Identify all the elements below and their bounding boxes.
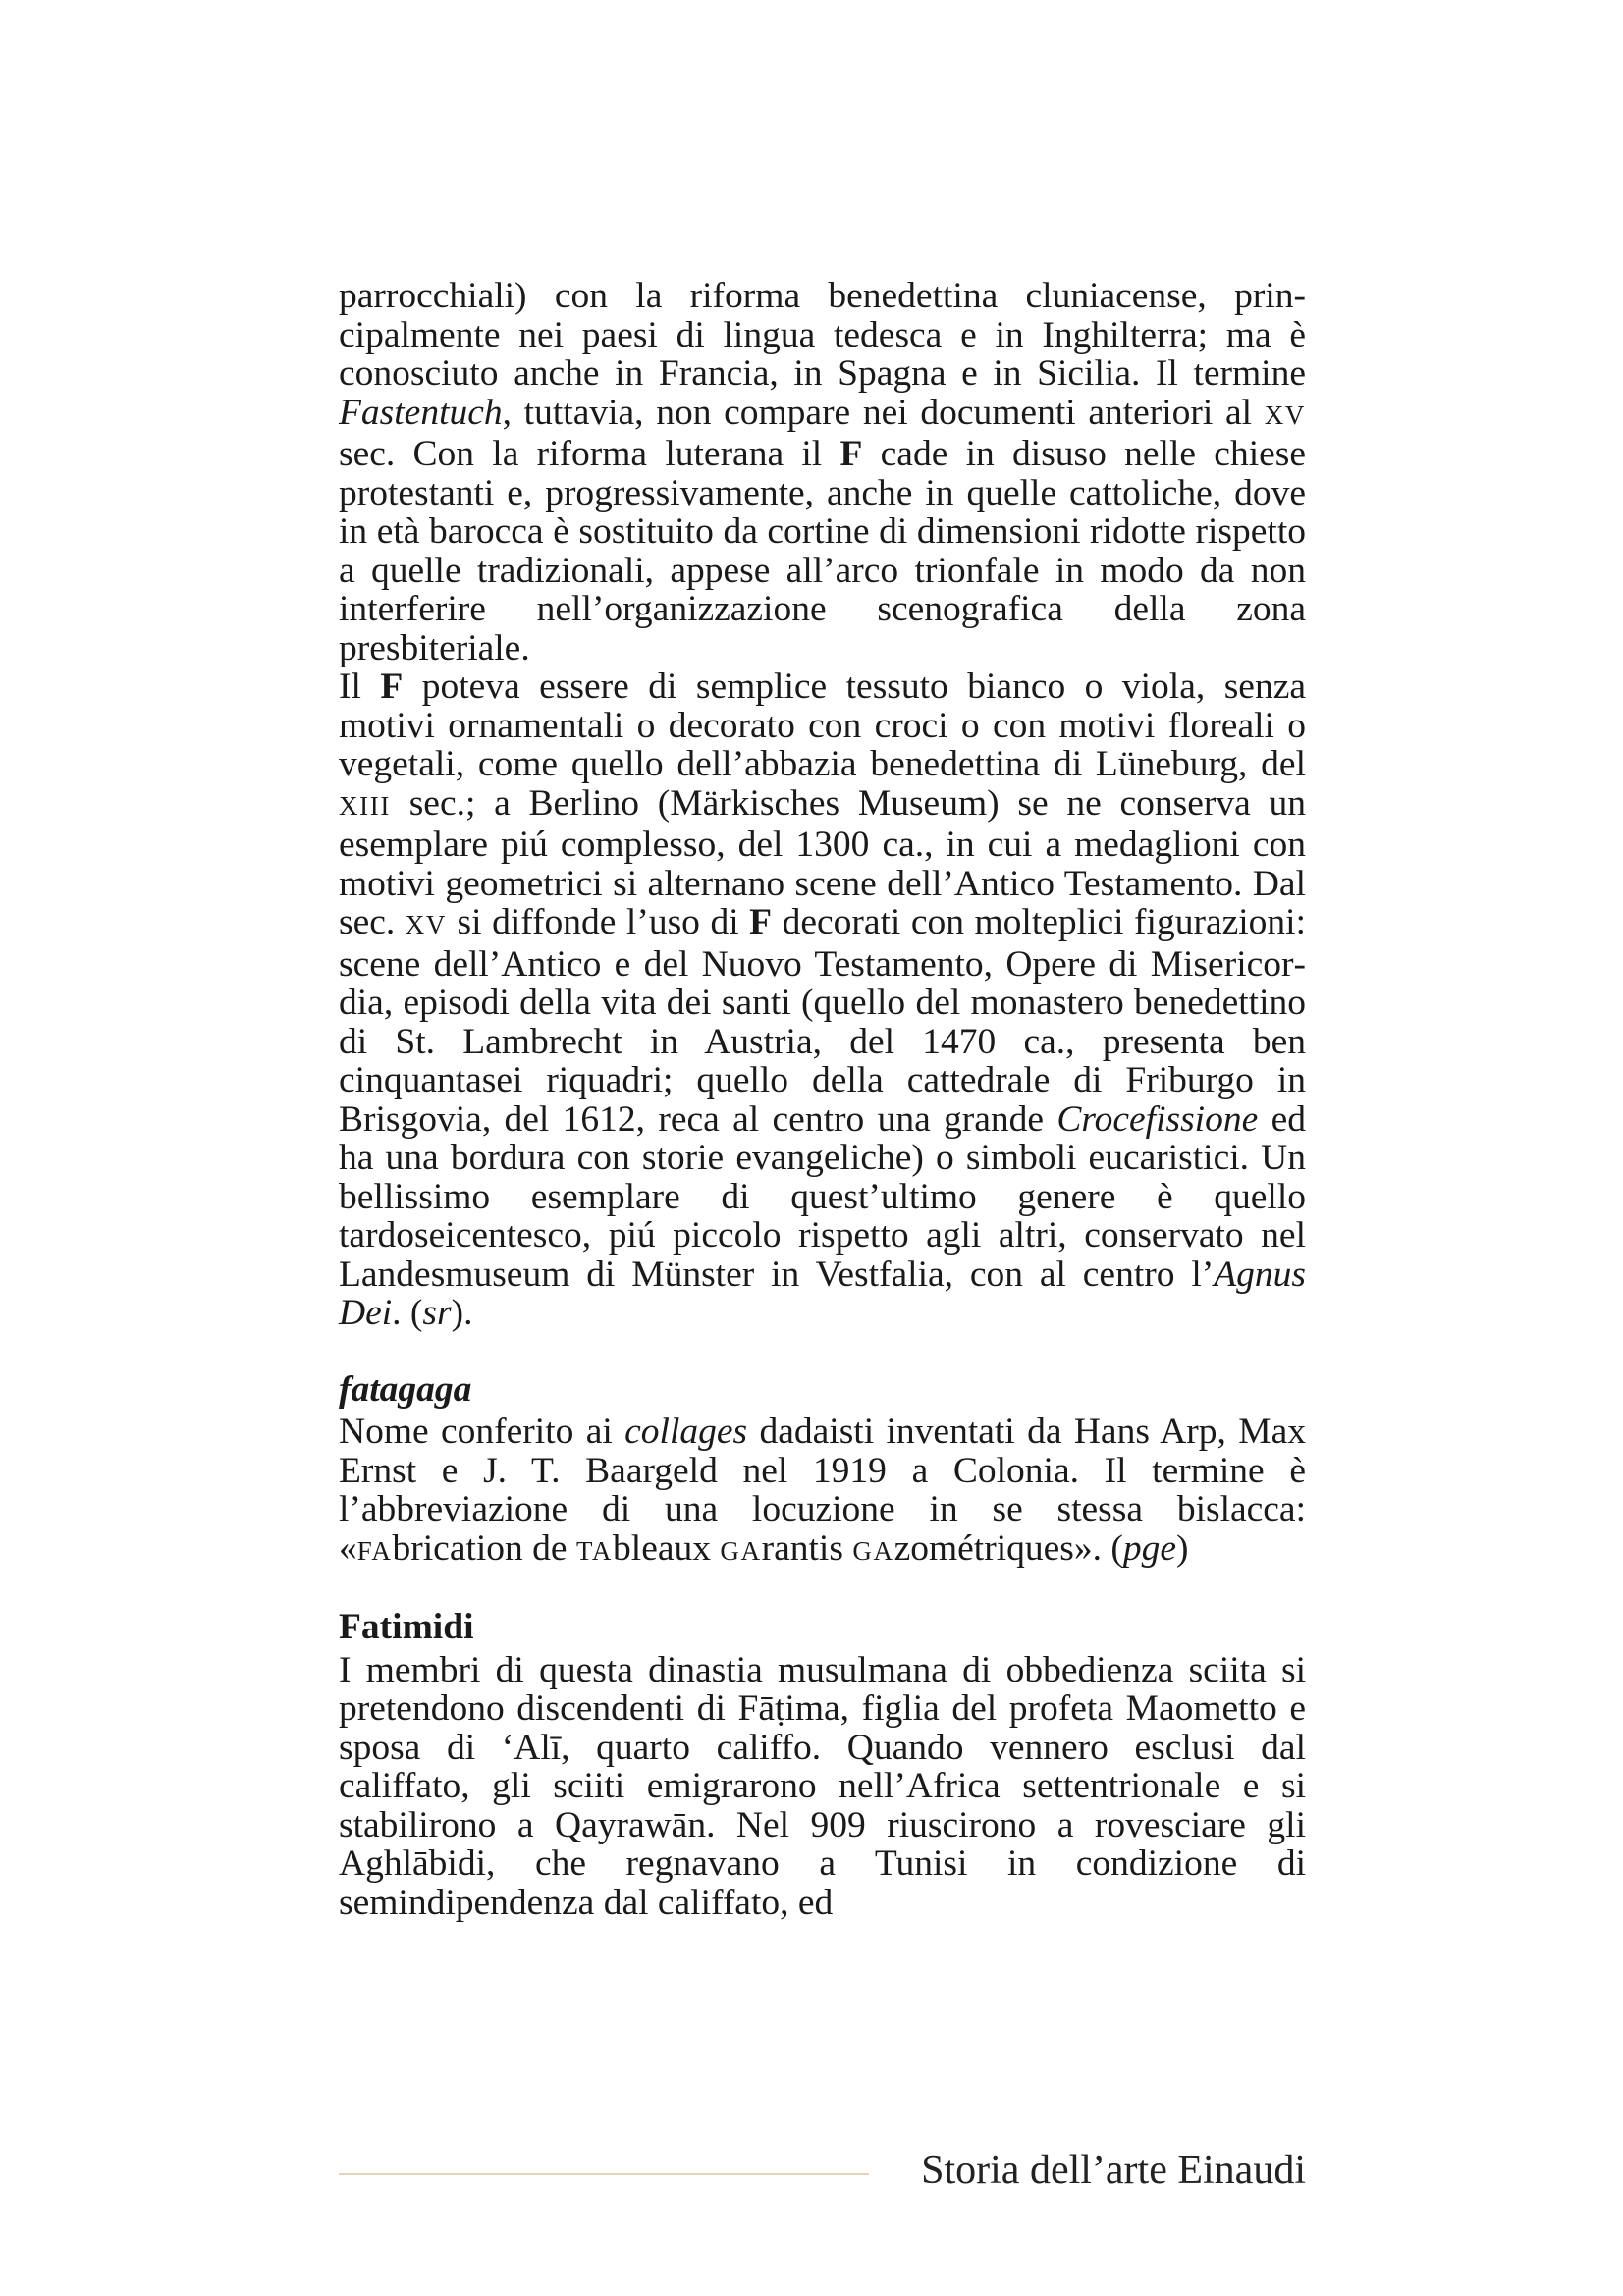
footer-divider	[339, 2173, 869, 2175]
entry-body-fatimidi: I membri di questa dinastia musulmana di obbedienza sciita si pretendono discendenti di Fāṭima, figlia del profeta Maometto e sposa di ‘Alī, quarto califfo. Quando vennero esclusi dal califfato, gli sciiti emigrarono nell’Africa settentrionale e si stabilirono a Qayrawān. Nel 909 riuscirono a rovesciare gli Aghlābidi, che regnavano a Tunisi in condizione di semindipendenza dal califfato, ed	[339, 1649, 1306, 1923]
paragraph-f-continuation: parrocchiali) con la riforma benedettina cluniacense, principalmente nei paesi di lingua tedesca e in Inghilterra; ma è conosciuto anche in Francia, in Spagna e in Sicilia. Il termine Fastentuch, tuttavia, non compare nei documenti anteriori al XV sec. Con la riforma luterana il F cade in disuso nelle chiese protestanti e, progressivamente, anche in quelle cattoliche, dove in età barocca è sostituito da cortine di dimensioni ridotte rispetto a quelle tradizionali, appese all’arco trionfale in modo da non interferire nell’organizzazione scenografica della zona presbiteriale.	[339, 276, 1306, 668]
entry-body-fatagaga: Nome conferito ai collages dadaisti inventati da Hans Arp, Max Ernst e J. T. Baargeld nel 1919 a Colonia. Il termine è l’abbreviazione di una locuzione in se stessa bislacca: «FAbrication de TAbleaux GArantis GAzométriques». (pge)	[339, 1412, 1306, 1569]
main-text-column	[339, 277, 1306, 1922]
entry-heading-fatimidi: Fatimidi	[339, 1607, 474, 1647]
paragraph-f-description: Il F poteva essere di semplice tessuto bianco o viola, senza motivi ornamentali o decorato con croci o con motivi floreali o vegetali, come quello dell’abbazia benedettina di Lüneburg, del XIII sec.; a Berlino (Märkisches Museum) se ne conserva un esemplare piú complesso, del 1300 ca., in cui a medaglioni con motivi geometrici si alternano scene dell’Antico Testamento. Dal sec. XV si diffonde l’uso di F decorati con molteplici figurazioni: scene dell’Antico e del Nuovo Testamento, Opere di Misericordia, episodi della vita dei santi (quello del monastero benedettino di St. Lambrecht in Austria, del 1470 ca., presenta ben cinquantasei riquadri; quello della cattedrale di Friburgo in Brisgovia, del 1612, reca al centro una grande Crocefissione ed ha una bordura con storie evangeliche) o simboli eucaristici. Un bellissimo esemplare di quest’ultimo genere è quello tardoseicentesco, piú piccolo rispetto agli altri, conservato nel Landesmuseum di Münster in Vestfalia, con al centro l’Agnus Dei. (sr).	[339, 667, 1306, 1333]
footer-publication-title: Storia dell’arte Einaudi	[921, 2148, 1306, 2193]
entry-heading-fatagaga: fatagaga	[339, 1368, 472, 1410]
